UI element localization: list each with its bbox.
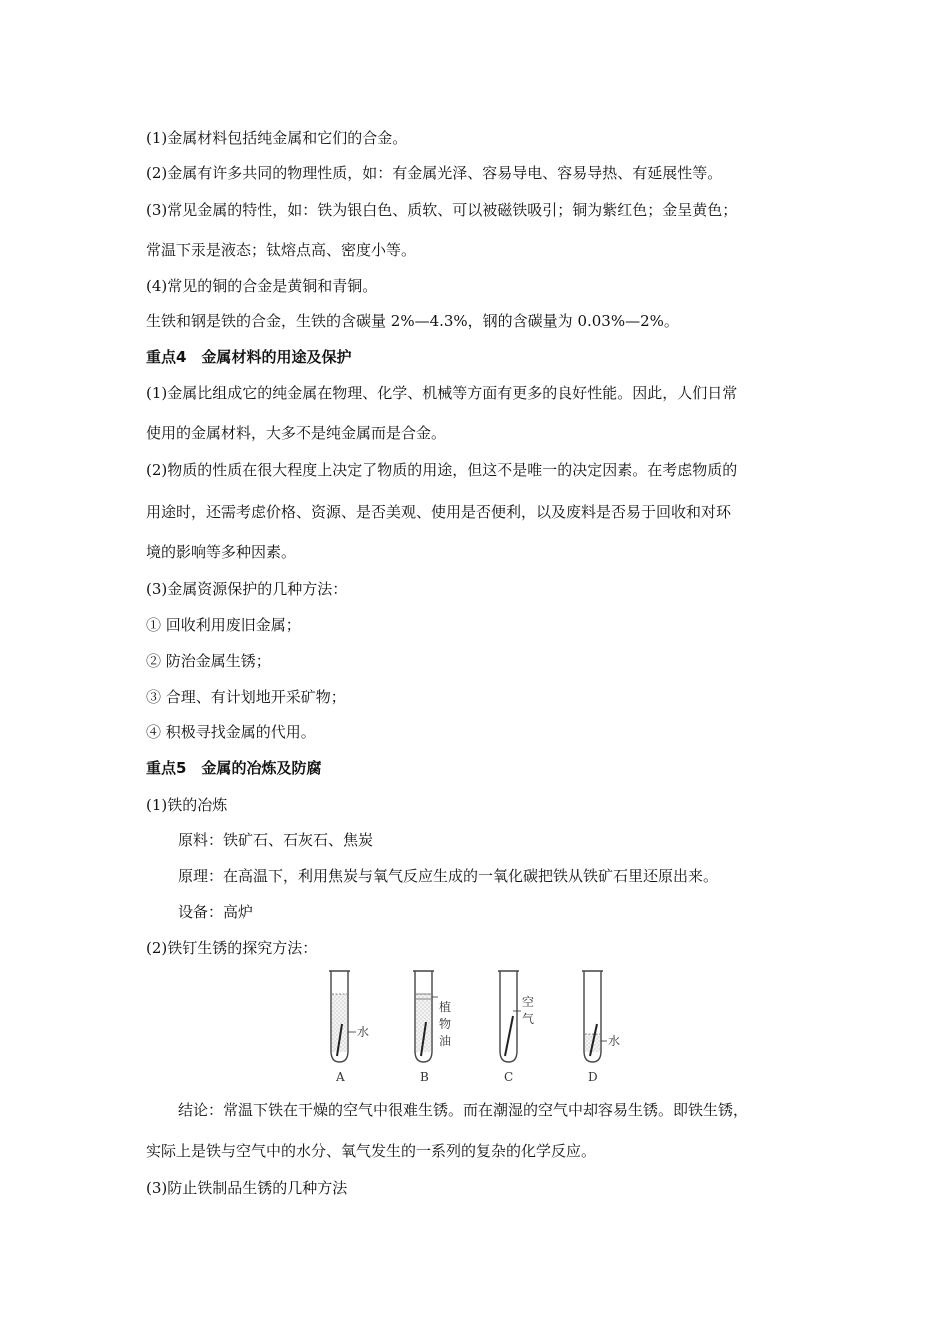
air-label-2: 气 — [522, 1012, 535, 1026]
oil-label-3: 油 — [439, 1034, 452, 1048]
tube-label-c: C — [504, 1070, 514, 1084]
oil-label-2: 物 — [439, 1017, 452, 1031]
text-line: (3)金属资源保护的几种方法： — [146, 580, 348, 598]
text-line: (3)常见金属的特性，如：铁为银白色、质软、可以被磁铁吸引；铜为紫红色；金呈黄色； — [146, 201, 738, 219]
air-label-1: 空 — [522, 995, 535, 1009]
tube-label-a: A — [336, 1070, 345, 1084]
text-line: 结论：常温下铁在干燥的空气中很难生锈。而在潮湿的空气中却容易生锈。即铁生锈， — [178, 1101, 749, 1119]
text-line: (2)铁钉生锈的探究方法： — [146, 939, 318, 957]
test-tube-b — [413, 971, 451, 1084]
text-line: 用途时，还需考虑价格、资源、是否美观、使用是否便利，以及废料是否易于回收和对环 — [146, 503, 732, 521]
rust-experiment-figure — [320, 966, 640, 1091]
list-item: ① 回收利用废旧金属； — [146, 616, 301, 634]
text-line: (3)防止铁制品生锈的几种方法 — [146, 1179, 348, 1197]
text-line: (2)金属有许多共同的物理性质，如：有金属光泽、容易导电、容易导热、有延展性等。 — [146, 164, 723, 182]
text-line: 原料：铁矿石、石灰石、焦炭 — [178, 831, 374, 849]
tube-label-d: D — [588, 1070, 598, 1084]
water-label-d: 水 — [608, 1034, 621, 1048]
text-line: (1)金属材料包括纯金属和它们的合金。 — [146, 129, 408, 147]
text-line: 实际上是铁与空气中的水分、氧气发生的一系列的复杂的化学反应。 — [146, 1142, 597, 1160]
test-tube-d — [582, 971, 620, 1084]
tube-label-b: B — [420, 1070, 429, 1084]
section-heading: 重点5 金属的冶炼及防腐 — [146, 759, 322, 777]
text-line: (1)铁的冶炼 — [146, 796, 228, 814]
test-tube-a — [329, 971, 369, 1084]
list-item: ② 防治金属生锈； — [146, 652, 271, 670]
text-line: 使用的金属材料，大多不是纯金属而是合金。 — [146, 424, 447, 442]
list-item: ③ 合理、有计划地开采矿物； — [146, 688, 346, 706]
text-line: 常温下汞是液态；钛熔点高、密度小等。 — [146, 241, 417, 259]
text-line: 原理：在高温下，利用焦炭与氧气反应生成的一氧化碳把铁从铁矿石里还原出来。 — [178, 867, 719, 885]
text-line: 生铁和钢是铁的合金，生铁的含碳量 2%—4.3%，钢的含碳量为 0.03%—2%。 — [146, 312, 679, 330]
text-line: (1)金属比组成它的纯金属在物理、化学、机械等方面有更多的良好性能。因此，人们日常 — [146, 384, 738, 402]
test-tube-c — [498, 971, 534, 1084]
text-line: (2)物质的性质在很大程度上决定了物质的用途，但这不是唯一的决定因素。在考虑物质的 — [146, 461, 738, 479]
text-line: 境的影响等多种因素。 — [146, 543, 297, 561]
water-label-a: 水 — [357, 1025, 370, 1039]
section-heading: 重点4 金属材料的用途及保护 — [146, 348, 352, 366]
oil-label-1: 植 — [439, 1000, 452, 1014]
text-line: 设备：高炉 — [178, 903, 254, 921]
text-line: (4)常见的铜的合金是黄铜和青铜。 — [146, 277, 378, 295]
list-item: ④ 积极寻找金属的代用。 — [146, 723, 316, 741]
